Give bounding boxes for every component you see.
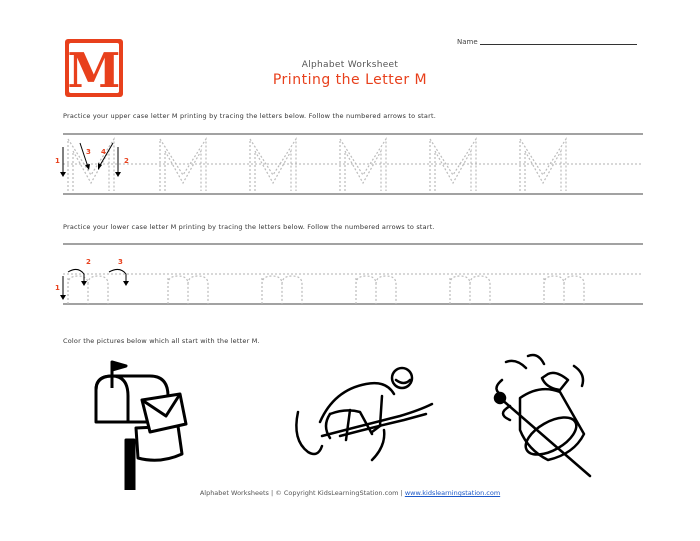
- footer-copyright: Alphabet Worksheets | © Copyright KidsLearningStation.com |: [199, 489, 405, 497]
- lower-case-tracing-letters: [168, 276, 584, 304]
- mailbox-icon[interactable]: [96, 362, 186, 490]
- traced-letter-m-lower: [68, 276, 108, 304]
- name-label: Name: [457, 38, 478, 46]
- footer: [0, 489, 700, 497]
- footer-link[interactable]: www.kidslearningstation.com: [404, 489, 501, 497]
- coloring-pictures: [0, 350, 700, 490]
- magic-hat-icon[interactable]: [495, 355, 590, 476]
- upper-case-tracing-letters: [160, 139, 566, 191]
- name-field-line[interactable]: [480, 44, 637, 45]
- arrow-number-1: 1: [55, 284, 60, 292]
- stroke-arrow-3: [109, 258, 129, 286]
- stroke-arrow-1: [55, 276, 66, 300]
- lower-case-tracing-area: [0, 238, 700, 313]
- coloring-instruction: Color the pictures below which all start with the letter M.: [63, 337, 260, 345]
- traced-letter-m-lower: [356, 276, 396, 304]
- traced-letter-m-upper: [435, 151, 471, 191]
- arrow-number-2: 2: [124, 157, 129, 165]
- traced-letter-m-upper: [345, 151, 381, 191]
- worksheet-title: Printing the Letter M: [272, 72, 428, 88]
- monkey-icon[interactable]: [296, 368, 432, 460]
- traced-letter-m-upper-inner: [73, 151, 109, 191]
- traced-letter-m-upper: [255, 151, 291, 191]
- worksheet-subtitle: Alphabet Worksheet: [301, 60, 399, 70]
- traced-letter-m-lower: [168, 276, 208, 304]
- traced-letter-m-lower: [544, 276, 584, 304]
- arrow-number-3: 3: [118, 258, 123, 266]
- arrow-number-1: 1: [55, 157, 60, 165]
- arrow-number-4: 4: [101, 148, 106, 156]
- stroke-arrow-4: [98, 143, 113, 170]
- arrow-number-3: 3: [86, 148, 91, 156]
- stroke-arrow-1: [55, 147, 66, 177]
- arrow-number-2: 2: [86, 258, 91, 266]
- traced-letter-m-upper: [525, 151, 561, 191]
- traced-letter-m-lower: [450, 276, 490, 304]
- traced-letter-m-upper: [165, 151, 201, 191]
- upper-case-instruction: Practice your upper case letter M printing by tracing the letters below. Follow the numbered arrows to start.: [63, 112, 437, 120]
- stroke-arrow-2: [68, 258, 91, 286]
- traced-letter-m-lower: [262, 276, 302, 304]
- logo-letter: M: [67, 43, 121, 98]
- stroke-arrow-2: [115, 147, 129, 177]
- lower-case-instruction: Practice your lower case letter M printing by tracing the letters below. Follow the numbered arrows to start.: [63, 223, 435, 231]
- upper-case-tracing-area: [0, 125, 700, 200]
